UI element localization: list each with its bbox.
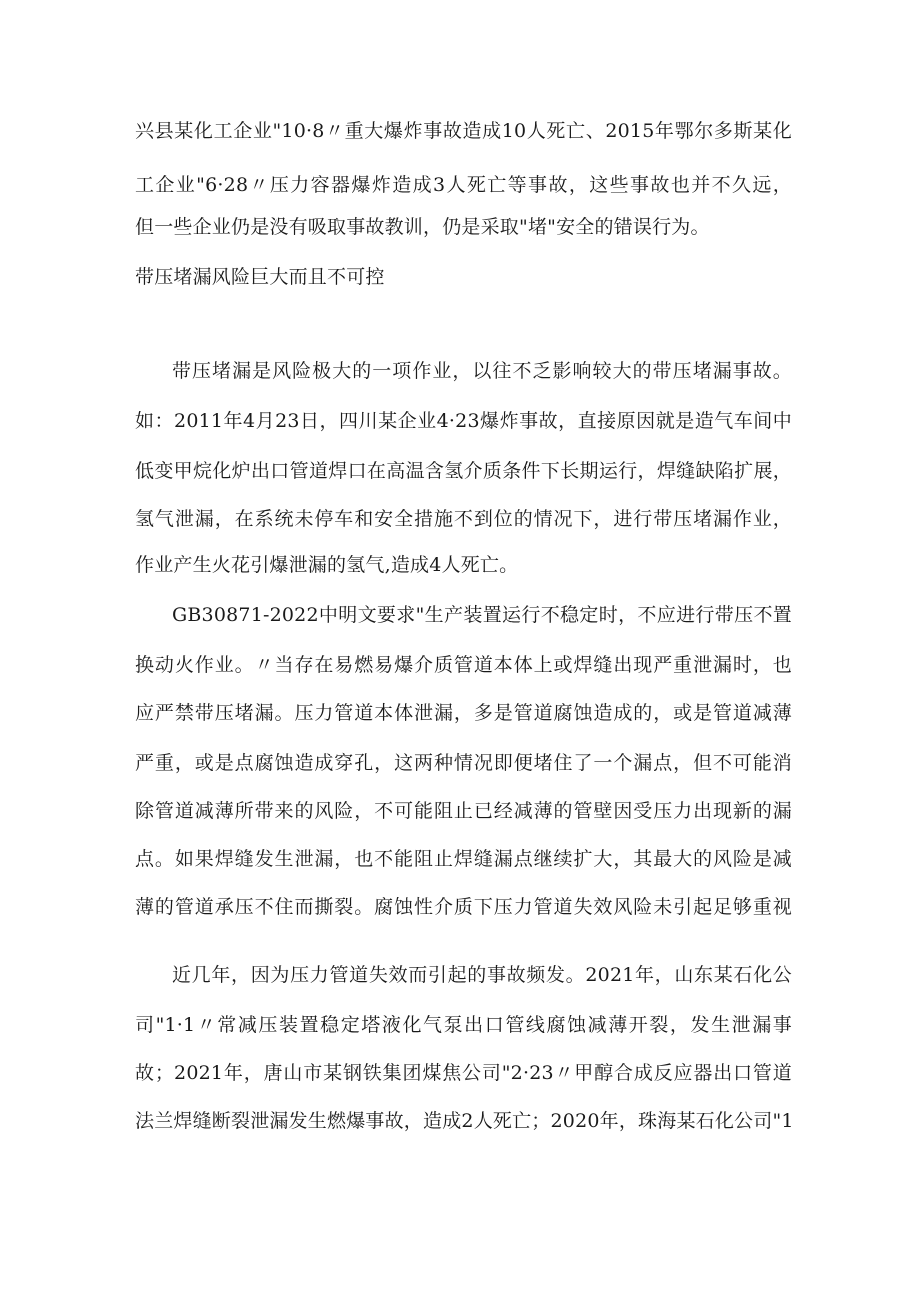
paragraph-2-line-4: 氢气泄漏，在系统未停车和安全措施不到位的情况下，进行带压堵漏作业， bbox=[135, 508, 792, 530]
paragraph-3-line-6: 点。如果焊缝发生泄漏，也不能阻止焊缝漏点继续扩大，其最大的风险是减 bbox=[135, 848, 792, 870]
paragraph-3-line-4: 严重，或是点腐蚀造成穿孔，这两种情况即便堵住了一个漏点，但不可能消 bbox=[135, 752, 792, 774]
paragraph-4-line-3: 故；2021年，唐山市某钢铁集团煤焦公司"2·23〃甲醇合成反应器出口管道 bbox=[135, 1062, 792, 1084]
paragraph-3-line-1: GB30871-2022中明文要求"生产装置运行不稳定时，不应进行带压不置 bbox=[172, 604, 792, 626]
section-heading: 带压堵漏风险巨大而且不可控 bbox=[135, 266, 385, 288]
paragraph-3-line-5: 除管道减薄所带来的风险，不可能阻止已经减薄的管壁因受压力出现新的漏 bbox=[135, 800, 792, 822]
paragraph-4-line-4: 法兰焊缝断裂泄漏发生燃爆事故，造成2人死亡；2020年，珠海某石化公司"1 bbox=[135, 1110, 794, 1132]
paragraph-2-line-2: 如：2011年4月23日，四川某企业4·23爆炸事故，直接原因就是造气车间中 bbox=[135, 410, 792, 432]
paragraph-4-line-2: 司"1·1〃常减压装置稳定塔液化气泵出口管线腐蚀减薄开裂，发生泄漏事 bbox=[135, 1014, 792, 1036]
paragraph-3-line-7: 薄的管道承压不住而撕裂。腐蚀性介质下压力管道失效风险未引起足够重视 bbox=[135, 896, 792, 918]
paragraph-1-line-1: 兴县某化工企业"10·8〃重大爆炸事故造成10人死亡、2015年鄂尔多斯某化 bbox=[135, 120, 792, 142]
paragraph-1-line-3: 但一些企业仍是没有吸取事故教训，仍是采取"堵"安全的错误行为。 bbox=[135, 216, 710, 238]
paragraph-3-line-2: 换动火作业。〃当存在易燃易爆介质管道本体上或焊缝出现严重泄漏时，也 bbox=[135, 654, 792, 676]
paragraph-3-line-3: 应严禁带压堵漏。压力管道本体泄漏，多是管道腐蚀造成的，或是管道减薄 bbox=[135, 702, 792, 724]
paragraph-1-line-2: 工企业"6·28〃压力容器爆炸造成3人死亡等事故，这些事故也并不久远， bbox=[135, 174, 792, 196]
paragraph-2-line-3: 低变甲烷化炉出口管道焊口在高温含氢介质条件下长期运行，焊缝缺陷扩展， bbox=[135, 460, 792, 482]
paragraph-2-line-5: 作业产生火花引爆泄漏的氢气,造成4人死亡。 bbox=[135, 554, 519, 576]
paragraph-2-line-1: 带压堵漏是风险极大的一项作业，以往不乏影响较大的带压堵漏事故。 bbox=[172, 360, 792, 382]
paragraph-4-line-1: 近几年，因为压力管道失效而引起的事故频发。2021年，山东某石化公 bbox=[172, 964, 792, 986]
